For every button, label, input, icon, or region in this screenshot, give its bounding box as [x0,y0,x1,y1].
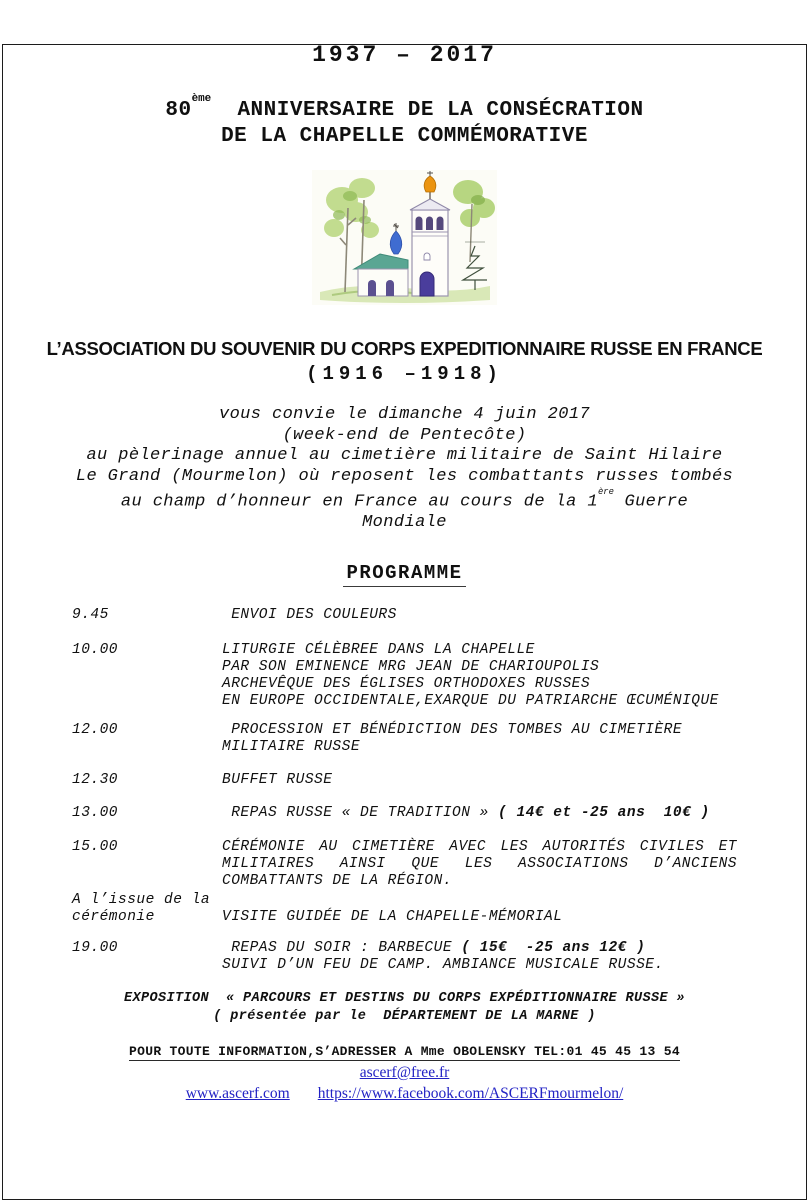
invitation-line: Mondiale [362,513,447,533]
exposition-line-1: EXPOSITION « PARCOURS ET DESTINS DU CORPS EXPÉDITIONNAIRE RUSSE » [123,990,686,1006]
schedule-description: REPAS DU SOIR : BARBECUE ( 15€ -25 ans 12€ ) SUIVI D’UN FEU DE CAMP. AMBIANCE MUSICALE RUSSE. [222,939,664,973]
heading-superscript: ème [191,93,212,105]
schedule-row-0945 [72,607,737,624]
schedule-row-1000 [72,642,737,710]
invitation-line: vous convie le dimanche 4 juin 2017 [218,405,591,424]
schedule-row-1900 [72,940,737,974]
programme-heading: PROGRAMME [343,562,465,587]
schedule-row-1500 [72,839,737,890]
chapel-watercolor-illustration [312,170,497,305]
schedule-row-1230 [72,772,737,789]
footer-email-row [0,1064,809,1082]
title-years: 1937 – 2017 [312,42,497,68]
heading-number: 80 [165,99,192,122]
schedule-row-apres-ceremonie [72,892,737,926]
schedule-description: BUFFET RUSSE [222,771,333,788]
schedule-time: 15.00 [72,838,119,855]
exposition-line-2: ( présentée par le DÉPARTEMENT DE LA MARNE ) [213,1009,596,1025]
footer-links-row [0,1085,809,1103]
heading-line-2: DE LA CHAPELLE COMMÉMORATIVE [221,125,588,148]
invitation-line: Le Grand (Mourmelon) où reposent les combattants russes tombés [75,466,734,486]
schedule-time: 12.00 [72,721,119,738]
invitation-line: au pèlerinage annuel au cimetière militaire de Saint Hilaire [86,446,723,465]
invitation-paragraph [0,405,809,534]
contact-info: POUR TOUTE INFORMATION,S’ADRESSER A Mme OBOLENSKY TEL:01 45 45 13 54 [129,1043,680,1059]
association-title [0,338,809,385]
facebook-link[interactable]: https://www.facebook.com/ASCERFmourmelon/ [317,1084,624,1102]
programme-heading-row [0,562,809,587]
association-line-1: L’ASSOCIATION DU SOUVENIR DU CORPS EXPEDITIONNAIRE RUSSE EN FRANCE [46,338,763,359]
invitation-line: au champ d’honneur en France au cours de la 1ère Guerre [120,487,689,512]
programme-schedule [0,607,809,974]
invitation-line: (week-end de Pentecôte) [282,425,527,445]
association-line-2: (1916 –1918) [306,363,503,385]
main-heading [0,92,809,150]
schedule-time: A l’issue de la cérémonie [72,891,211,925]
schedule-description: VISITE GUIDÉE DE LA CHAPELLE-MÉMORIAL [222,908,563,925]
schedule-description: ENVOI DES COULEURS [222,606,397,623]
email-link[interactable]: ascerf@free.fr [359,1063,450,1081]
schedule-description: CÉRÉMONIE AU CIMETIÈRE AVEC LES AUTORITÉS CIVILES ET MILITAIRES AINSI QUE LES ASSOCIATIONS D’ANCIENS COMBATTANTS DE LA RÉGION. [222,838,737,889]
schedule-time: 12.30 [72,771,119,788]
price-highlight: ( 14€ et -25 ans 10€ ) [498,804,710,821]
heading-text: ANNIVERSAIRE DE LA CONSÉCRATION [211,99,644,122]
heading-line-1 [0,92,809,124]
chapel-illustration-wrap [0,170,809,310]
schedule-description: PROCESSION ET BÉNÉDICTION DES TOMBES AU CIMETIÈRE MILITAIRE RUSSE [222,721,683,755]
exposition-note [0,990,809,1027]
first-superscript: ère [597,487,614,498]
schedule-description: REPAS RUSSE « DE TRADITION » ( 14€ et -25 ans 10€ ) [222,804,710,821]
footer-contact-row [0,1042,809,1061]
schedule-time: 19.00 [72,939,119,956]
schedule-time: 9.45 [72,606,109,623]
website-link[interactable]: www.ascerf.com [185,1084,290,1102]
schedule-row-1300 [72,805,737,822]
schedule-row-1200 [72,722,737,756]
price-highlight: ( 15€ -25 ans 12€ ) [461,939,646,956]
schedule-time: 13.00 [72,804,119,821]
schedule-time: 10.00 [72,641,119,658]
schedule-description: LITURGIE CÉLÈBREE DANS LA CHAPELLE PAR SON EMINENCE MRG JEAN DE CHARIOUPOLIS ARCHEVÊQUE DES ÉGLISES ORTHODOXES RUSSES EN EUROPE OCCIDENTALE,EXARQUE DU PATRIARCHE ŒCUMÉNIQUE [222,641,719,709]
